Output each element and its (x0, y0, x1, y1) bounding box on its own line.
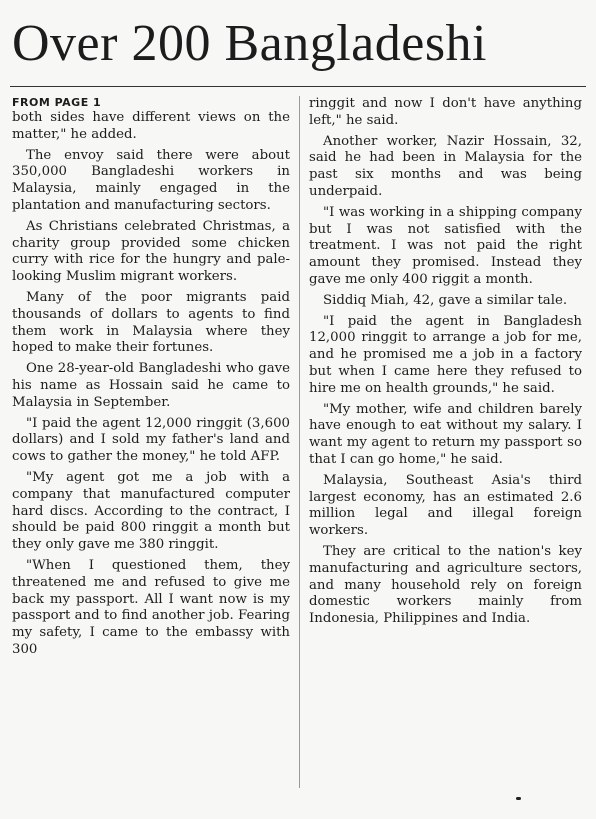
paragraph: both sides have different views on the matter," he added. (12, 110, 290, 142)
ink-speck (516, 797, 521, 800)
article-column-left (12, 96, 290, 663)
article-column-right (309, 96, 582, 632)
paragraph: The envoy said there were about 350,000 Bangladeshi workers in Malaysia, mainly engaged in the plantation and manufacturing sectors. (12, 147, 290, 213)
paragraph: Siddiq Miah, 42, gave a similar tale. (323, 292, 568, 308)
paragraph: They are critical to the nation's key manufacturing and agriculture sectors, and many household rely on foreign domestic workers mainly from Indonesia, Philippines and India. (309, 543, 582, 627)
paragraph: Malaysia, Southeast Asia's third largest economy, has an estimated 2.6 million legal and illegal foreign workers. (309, 472, 582, 539)
headline: Over 200 Bangladeshi (12, 15, 488, 72)
paragraph: "I was working in a shipping company but I was not satisfied with the treatment. I was not paid the right amount they promised. Instead they gave me only 400 riggit a month. (309, 204, 582, 287)
paragraph: Another worker, Nazir Hossain, 32, said he had been in Malaysia for the past six months and was being underpaid. (309, 133, 582, 199)
paragraph: ringgit and now I don't have anything left," he said. (309, 96, 582, 128)
column-divider (299, 96, 300, 788)
paragraph: "When I questioned them, they threatened me and refused to give me back my passport. All I want now is my passport and to find another job. Fearing my safety, I came to the embassy with 300 (12, 557, 290, 657)
paragraph: "My agent got me a job with a company that manufactured computer hard discs. According to the contract, I should be paid 800 ringgit a month but they only gave me 380 ringgit. (12, 469, 290, 553)
paragraph: "I paid the agent in Bangladesh 12,000 ringgit to arrange a job for me, and he promised me a job in a factory but when I came here they refused to hire me on health grounds," he said. (309, 313, 582, 396)
paragraph: As Christians celebrated Christmas, a charity group provided some chicken curry with rice for the hungry and pale-looking Muslim migrant workers. (12, 218, 290, 285)
paragraph: "My mother, wife and children barely have enough to eat without my salary. I want my agent to return my passport so that I can go home," he said. (309, 401, 582, 467)
continuation-kicker: FROM PAGE 1 (12, 96, 102, 109)
paragraph: "I paid the agent 12,000 ringgit (3,600 dollars) and I sold my father's land and cows to gather the money," he told AFP. (12, 415, 290, 465)
paragraph: Many of the poor migrants paid thousands of dollars to agents to find them work in Malaysia where they hoped to make their fortunes. (12, 289, 290, 356)
headline-rule (10, 86, 586, 87)
paragraph: One 28-year-old Bangladeshi who gave his name as Hossain said he came to Malaysia in September. (12, 361, 290, 410)
